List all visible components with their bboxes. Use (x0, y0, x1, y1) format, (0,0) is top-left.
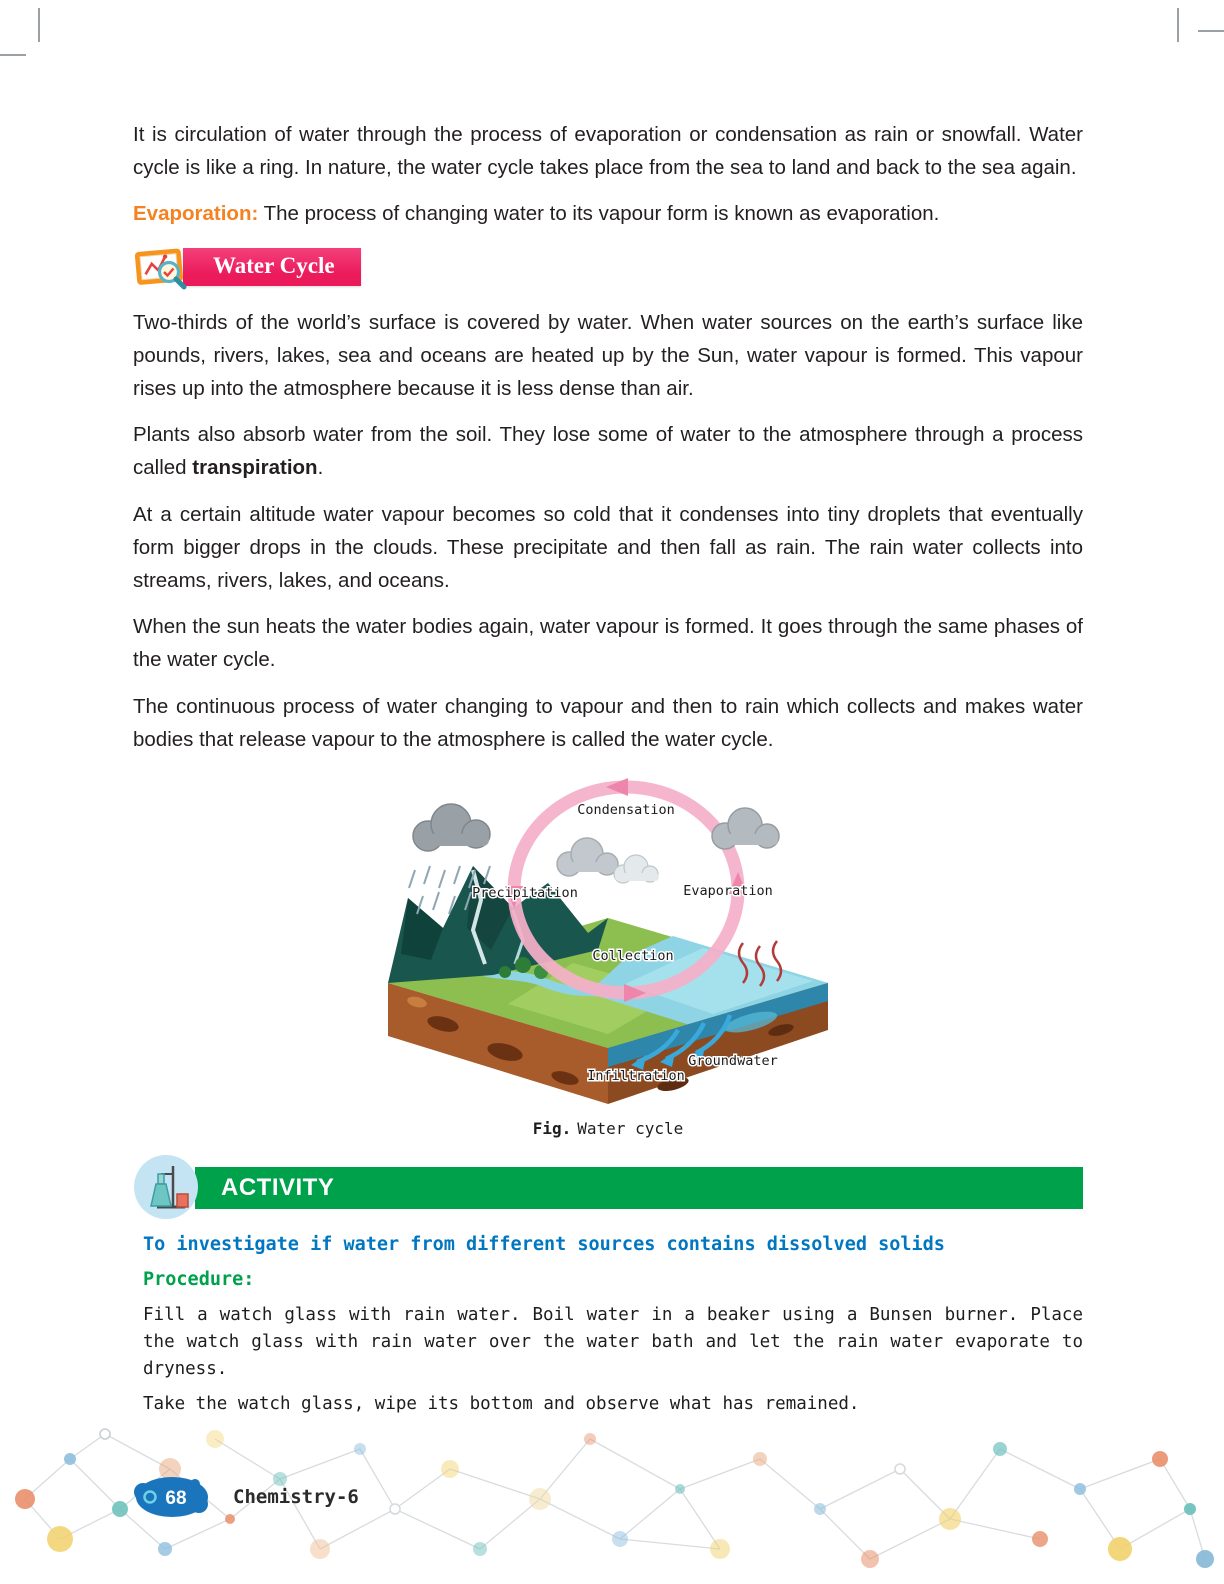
figure-caption-label: Fig. (532, 1119, 572, 1139)
transpiration-term: transpiration (192, 456, 318, 480)
crop-mark (38, 8, 40, 42)
activity-banner-title: ACTIVITY (221, 1174, 335, 1202)
intro-paragraph: It is circulation of water through the process of evaporation or condensation as rain or snowfall. Water cycle is like a ring. In nature, the water cycle takes place from the sea to land and back to the sea again. (133, 123, 1083, 180)
crop-mark (0, 54, 26, 56)
rain-cloud (413, 804, 490, 851)
transpiration-text-before: Plants also absorb water from the soil. They lose some of water to the atmosphere through a process called (133, 423, 1083, 480)
transpiration-text-after: . (317, 456, 324, 480)
paragraph-sun-heats: When the sun heats the water bodies again, water vapour is formed. It goes through the same phases of the water cycle. (133, 615, 1083, 672)
section-title: Water Cycle (183, 248, 361, 286)
paragraph-condensation: At a certain altitude water vapour becomes so cold that it condenses into tiny droplets that eventually form bigger drops in the clouds. These precipitate and then fall as rain. The rain water collects into streams, rivers, lakes, and oceans. (133, 502, 1083, 593)
book-title: Chemistry-6 (233, 1486, 359, 1508)
water-cycle-section-banner (133, 244, 1083, 290)
crop-mark (1177, 8, 1179, 42)
activity-procedure-label: Procedure: (143, 1269, 255, 1291)
cloud (712, 808, 779, 849)
label-condensation: Condensation (577, 802, 675, 819)
crop-mark (1198, 30, 1224, 32)
water-cycle-diagram (373, 778, 843, 1108)
activity-objective: To investigate if water from different sources contains dissolved solids (143, 1234, 945, 1256)
paragraph-transpiration (133, 418, 1083, 484)
evaporation-definition-text: The process of changing water to its vapour form is known as evaporation. (263, 202, 940, 226)
figure-caption-text: Water cycle (577, 1119, 684, 1139)
label-collection: Collection (592, 948, 674, 965)
page-content (133, 118, 1083, 1427)
picture-magnifier-icon (133, 244, 189, 290)
activity-step-2: Take the watch glass, wipe its bottom and observe what has remained. (143, 1394, 860, 1415)
paragraph-continuous-process: The continuous process of water changing to vapour and then to rain which collects and makes water bodies that release vapour to the atmosphere is called the water cycle. (133, 694, 1083, 751)
water-cycle-figure (373, 778, 843, 1138)
cloud (557, 838, 618, 876)
figure-caption (373, 1119, 843, 1138)
activity-body (133, 1234, 1083, 1419)
label-evaporation: Evaporation (683, 883, 773, 900)
lab-apparatus-icon (133, 1154, 199, 1220)
evaporation-term: Evaporation: (133, 202, 259, 226)
activity-step-1: Fill a watch glass with rain water. Boil water in a beaker using a Bunsen burner. Place the watch glass with rain water over the water bath and let the rain water evaporate to dryness. (143, 1305, 1083, 1380)
page-number-badge (133, 1472, 211, 1522)
page-footer (133, 1472, 359, 1522)
activity-banner (133, 1154, 1083, 1220)
paragraph-surface-water: Two-thirds of the world’s surface is covered by water. When water sources on the earth’s surface like pounds, rivers, lakes, sea and oceans are heated up by the Sun, water vapour is formed. This vapour rises up into the atmosphere because it is less dense than air. (133, 310, 1083, 401)
page-number: 68 (165, 1488, 187, 1509)
cloud-small (614, 855, 659, 883)
label-precipitation: Precipitation (472, 885, 578, 902)
label-infiltration: Infiltration (587, 1068, 685, 1085)
activity-section (133, 1154, 1083, 1419)
evaporation-definition (133, 197, 1083, 230)
label-groundwater: Groundwater (688, 1053, 778, 1070)
activity-banner-bar (195, 1167, 1083, 1209)
